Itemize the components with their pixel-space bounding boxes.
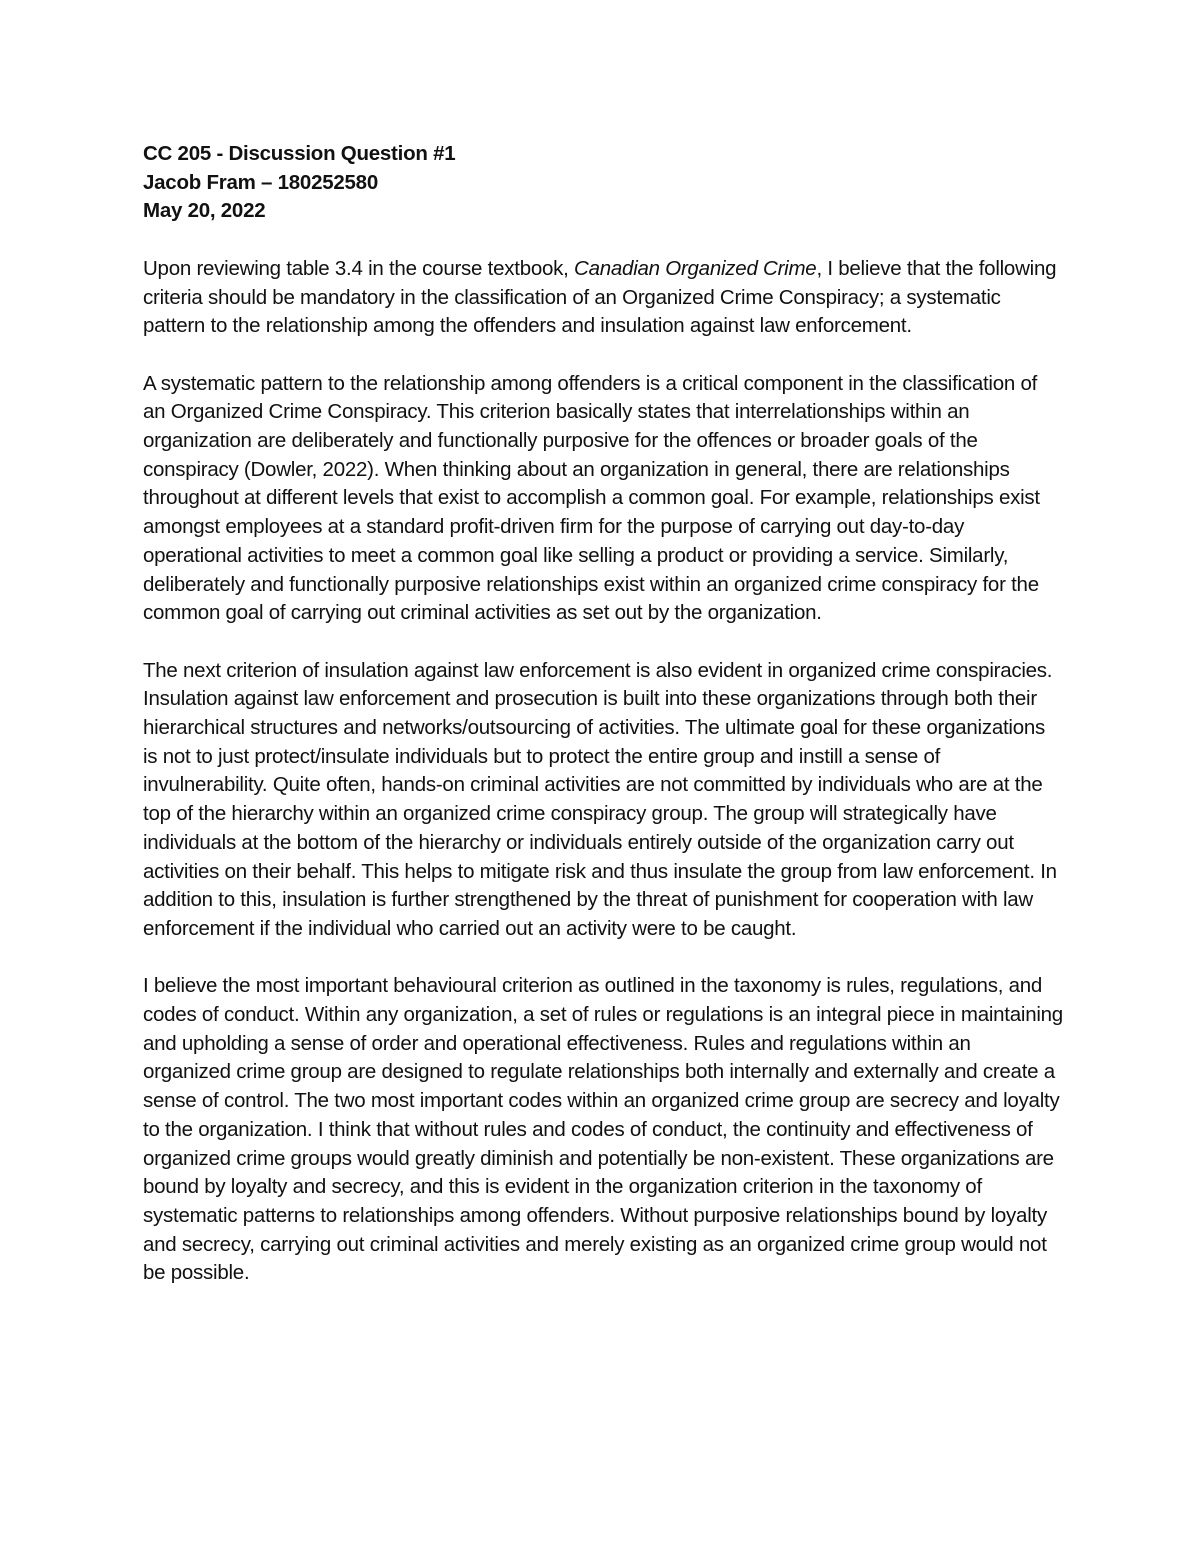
author-line: Jacob Fram – 180252580 (143, 170, 378, 194)
paragraph-insulation: The next criterion of insulation against law enforcement is also evident in organized crime conspiracies. Insulation against law enforcement and prosecution is built into these organizations through both their hierarchical structures and networks/outsourcing of activities. The ultimate goal for these organizations is not to just protect/insulate individuals but to protect the entire group and instill a sense of invulnerability. Quite often, hands-on criminal activities are not committed by individuals who are at the top of the hierarchy within an organized crime conspiracy group. The group will strategically have individuals at the bottom of the hierarchy or individuals entirely outside of the organization carry out activities on their behalf. This helps to mitigate risk and thus insulate the group from law enforcement. In addition to this, insulation is further strengthened by the threat of punishment for cooperation with law enforcement if the individual who carried out an activity were to be caught. (143, 658, 1057, 940)
document-header (143, 140, 1063, 226)
paragraph-rules-regulations: I believe the most important behavioural criterion as outlined in the taxonomy is rules, regulations, and codes of conduct. Within any organization, a set of rules or regulations is an integral piece in maintaining and upholding a sense of order and operational effectiveness. Rules and regulations within an organized crime group are designed to regulate relationships both internally and externally and create a sense of control. The two most important codes within an organized crime group are secrecy and loyalty to the organization. I think that without rules and codes of conduct, the continuity and effectiveness of organized crime groups would greatly diminish and potentially be non-existent. These organizations are bound by loyalty and secrecy, and this is evident in the organization criterion in the taxonomy of systematic patterns to relationships among offenders. Without purposive relationships bound by loyalty and secrecy, carrying out criminal activities and merely existing as an organized crime group would not be possible. (143, 974, 1063, 1285)
date-line: May 20, 2022 (143, 199, 266, 223)
course-title: CC 205 - Discussion Question #1 (143, 142, 456, 165)
intro-text-end: , I believe that the following criteria should be mandatory in the classification of an Organized Crime Conspiracy; a systematic pattern to the relationship among the offenders and insulation against law enforcement. (143, 256, 1057, 338)
intro-text-start: Upon reviewing table 3.4 in the course textbook, (143, 256, 575, 280)
textbook-title: Canadian Organized Crime (574, 256, 817, 280)
document-body (143, 140, 1063, 1317)
paragraph-intro (143, 255, 1063, 341)
paragraph-systematic-pattern: A systematic pattern to the relationship among offenders is a critical component in the classification of an Organized Crime Conspiracy. This criterion basically states that interrelationships within an organization are deliberately and functionally purposive for the offences or broader goals of the conspiracy (Dowler, 2022). When thinking about an organization in general, there are relationships throughout at different levels that exist to accomplish a common goal. For example, relationships exist amongst employees at a standard profit-driven firm for the purpose of carrying out day-to-day operational activities to meet a common goal like selling a product or providing a service. Similarly, deliberately and functionally purposive relationships exist within an organized crime conspiracy for the common goal of carrying out criminal activities as set out by the organization. (143, 371, 1040, 625)
